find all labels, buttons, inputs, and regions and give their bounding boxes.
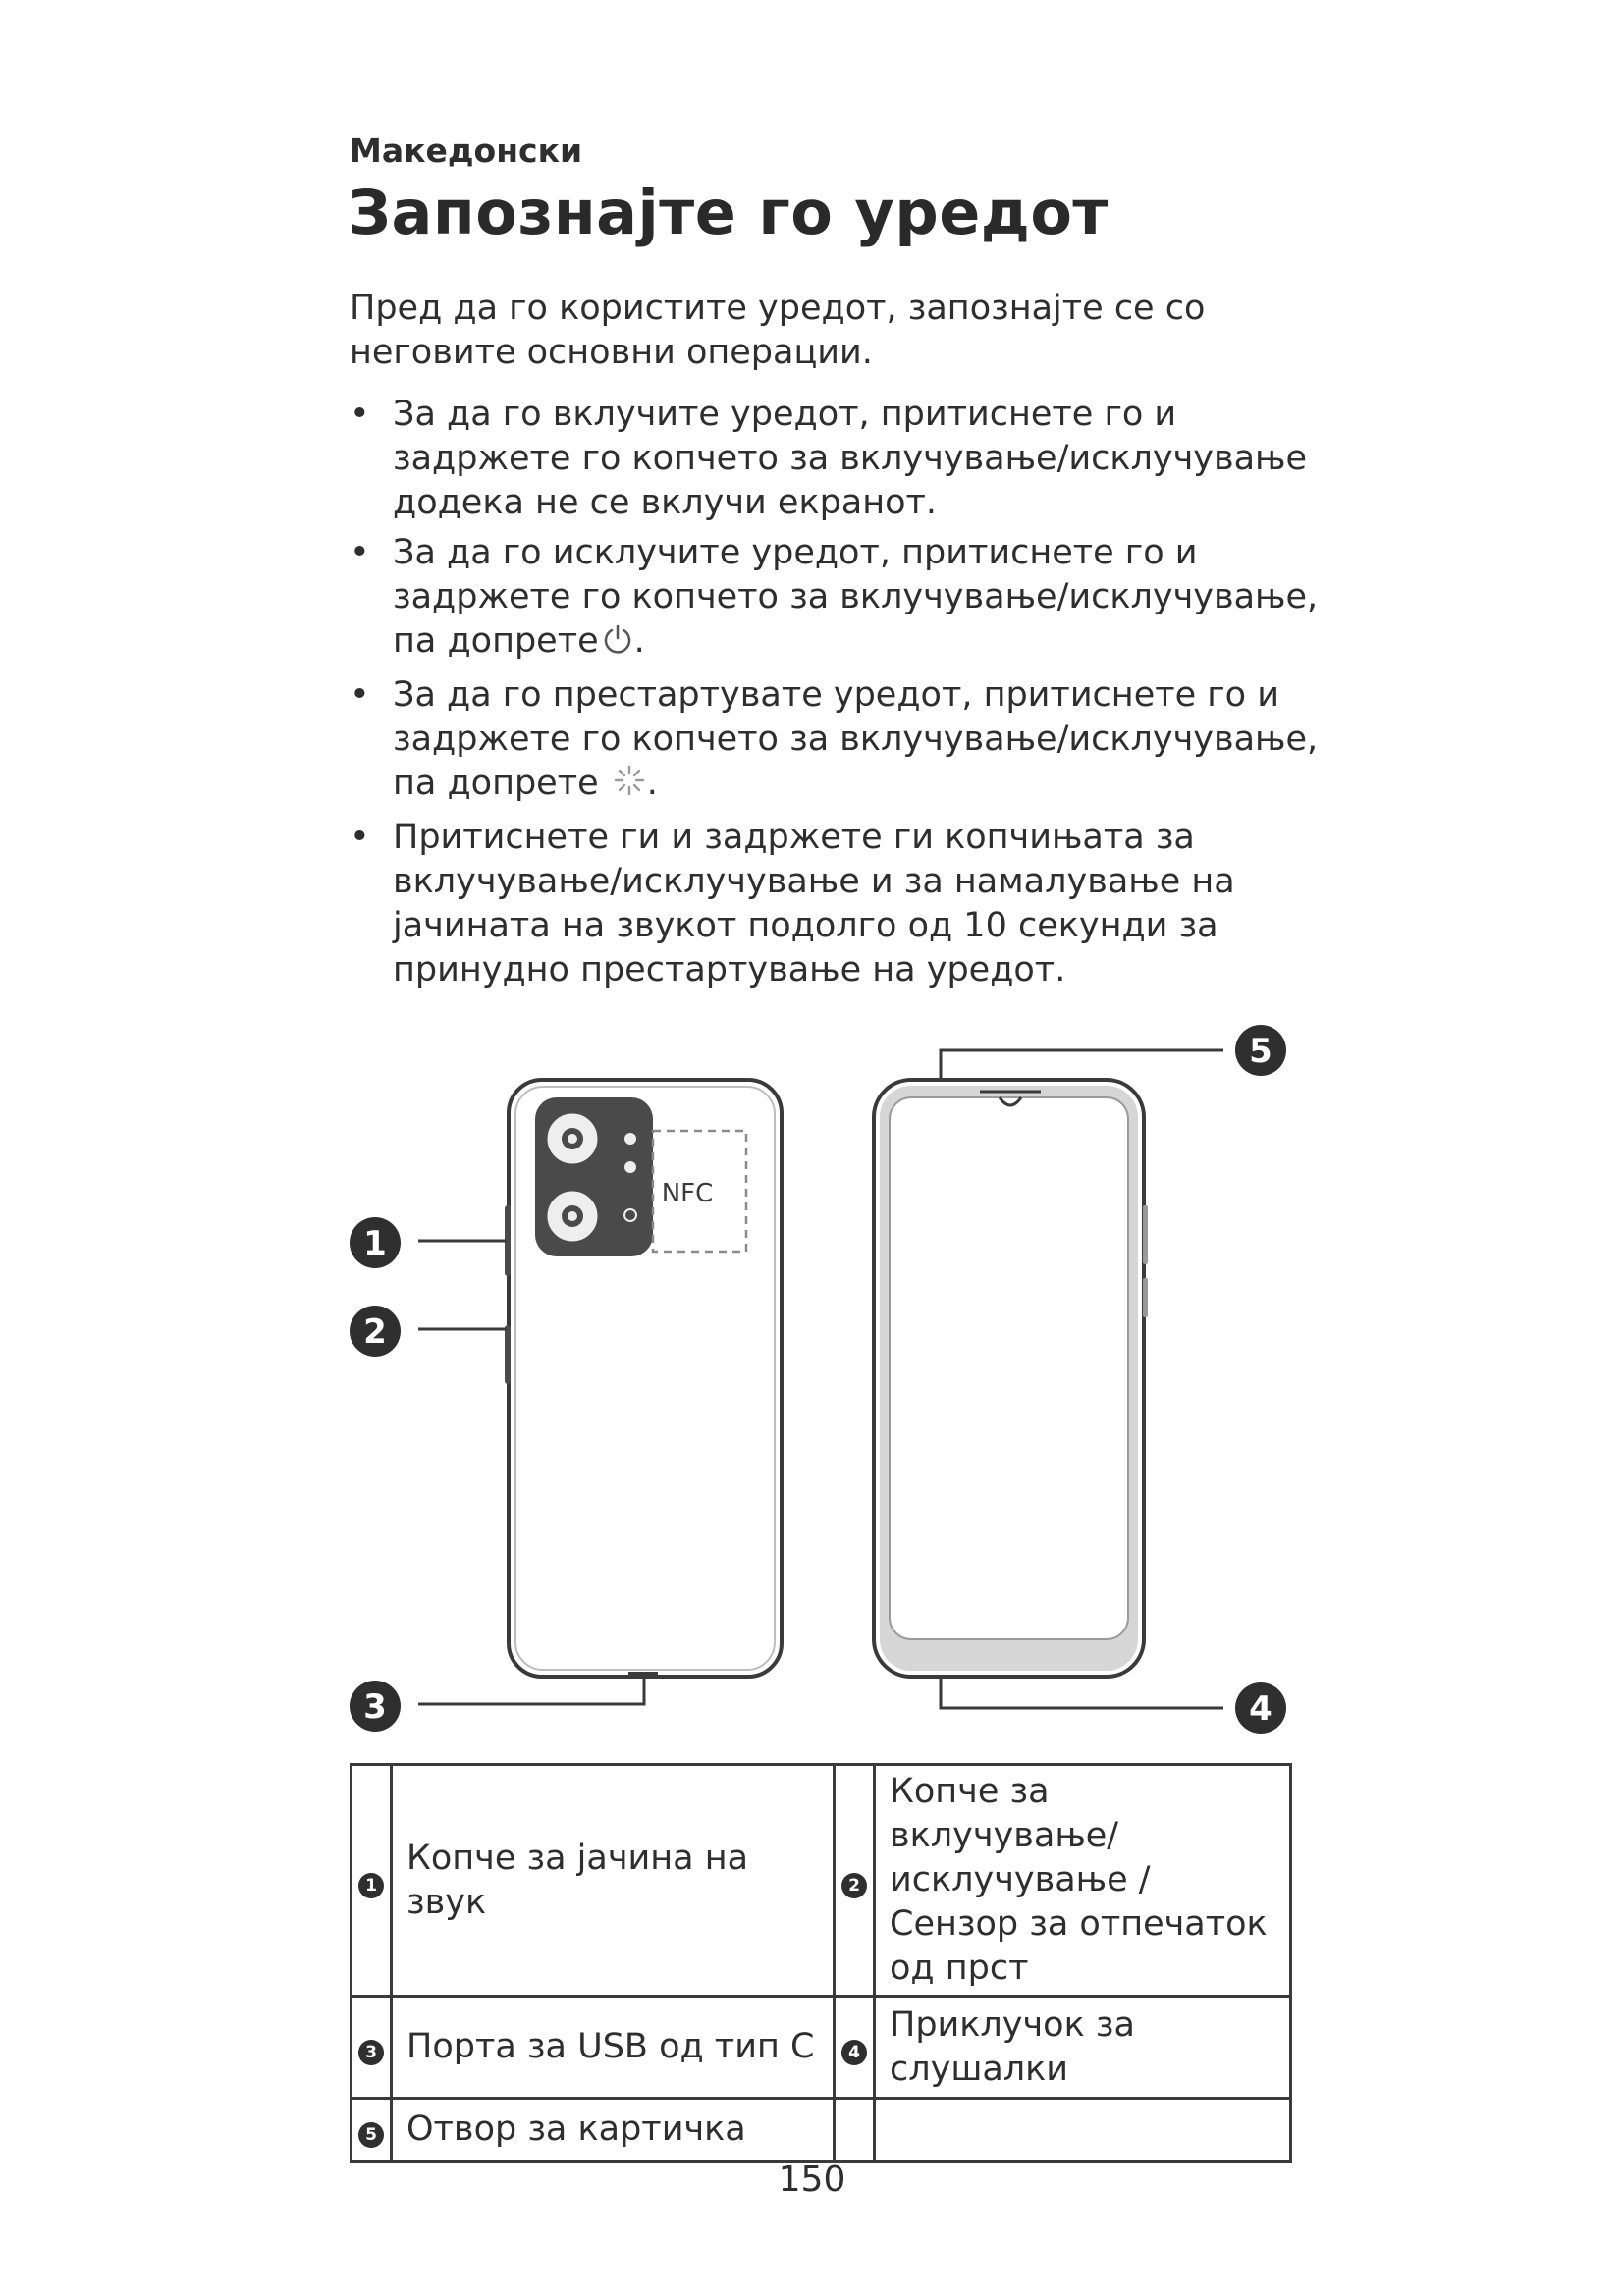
- list-item: • За да го престартувате уредот, притиснете го и задржете го копчето за вклучување/исклучување, па допрете .: [350, 673, 1331, 810]
- list-item: • За да го вклучите уредот, притиснете го и задржете го копчето за вклучување/исклучување додека не се вклучи екранот.: [350, 395, 1308, 522]
- power-button: [505, 1325, 511, 1384]
- intro-paragraph: Пред да го користите уредот, запознајте се со неговите основни операции.: [350, 289, 1206, 372]
- svg-text:1: 1: [363, 1224, 387, 1263]
- legend-label: Копче за вклучување/ исклучување / Сензор за отпечаток од прст: [875, 1765, 1291, 1997]
- table-row: [352, 2099, 1291, 2162]
- callout-2: [350, 1306, 401, 1357]
- svg-text:4: 4: [1249, 1689, 1272, 1729]
- callout-3: [350, 1681, 401, 1732]
- page-number: 150: [778, 2160, 846, 2200]
- table-row: [352, 1997, 1291, 2099]
- phone-front: [874, 1080, 1148, 1677]
- legend-label: Порта за USB од тип C: [392, 1997, 835, 2099]
- callout-4: [1235, 1682, 1286, 1734]
- legend-number: 2: [841, 1873, 867, 1898]
- table-row: [352, 1765, 1291, 1997]
- phone-back: [505, 1080, 782, 1677]
- bullet-text: За да го исклучите уредот, притиснете го и задржете го копчето за вклучување/исклучување, па допрете: [393, 533, 1319, 661]
- list-item: • Притиснете ги и задржете ги копчињата за вклучување/исклучување и за намалување на јачината на звукот подолго од 10 секунди за принудно престартување на уредот.: [350, 818, 1235, 989]
- svg-text:5: 5: [1249, 1032, 1272, 1071]
- legend-number: 4: [841, 2040, 867, 2065]
- svg-text:2: 2: [363, 1312, 387, 1352]
- legend-label: Отвор за картичка: [392, 2099, 835, 2162]
- bullet-text: За да го престартувате уредот, притиснете го и задржете го копчето за вклучување/исклучување, па допрете: [393, 675, 1319, 803]
- svg-text:3: 3: [363, 1687, 387, 1727]
- language-label: Македонски: [350, 132, 583, 170]
- bullet-text: За да го вклучите уредот, притиснете го и задржете го копчето за вклучување/исклучување додека не се вклучи екранот.: [393, 395, 1308, 522]
- flash-icon: [624, 1133, 636, 1145]
- callout-1: [350, 1217, 401, 1268]
- legend-table: [350, 1763, 1292, 2163]
- callout-5: [1235, 1025, 1286, 1076]
- page-title: Запознајте го уредот: [348, 177, 1109, 248]
- legend-number: 1: [358, 1873, 384, 1898]
- bullet-text: Притиснете ги и задржете ги копчињата за вклучување/исклучување и за намалување на јачината на звукот подолго од 10 секунди за принудно престартување на уредот.: [393, 818, 1235, 989]
- legend-number: 5: [358, 2122, 384, 2148]
- legend-number: 3: [358, 2040, 384, 2065]
- legend-label: Копче за јачина на звук: [392, 1765, 835, 1997]
- legend-label: Приклучок за слушалки: [875, 1997, 1291, 2099]
- list-item: • За да го исклучите уредот, притиснете го и задржете го копчето за вклучување/исклучување, па допрете .: [350, 531, 1331, 667]
- nfc-label: NFC: [661, 1179, 714, 1208]
